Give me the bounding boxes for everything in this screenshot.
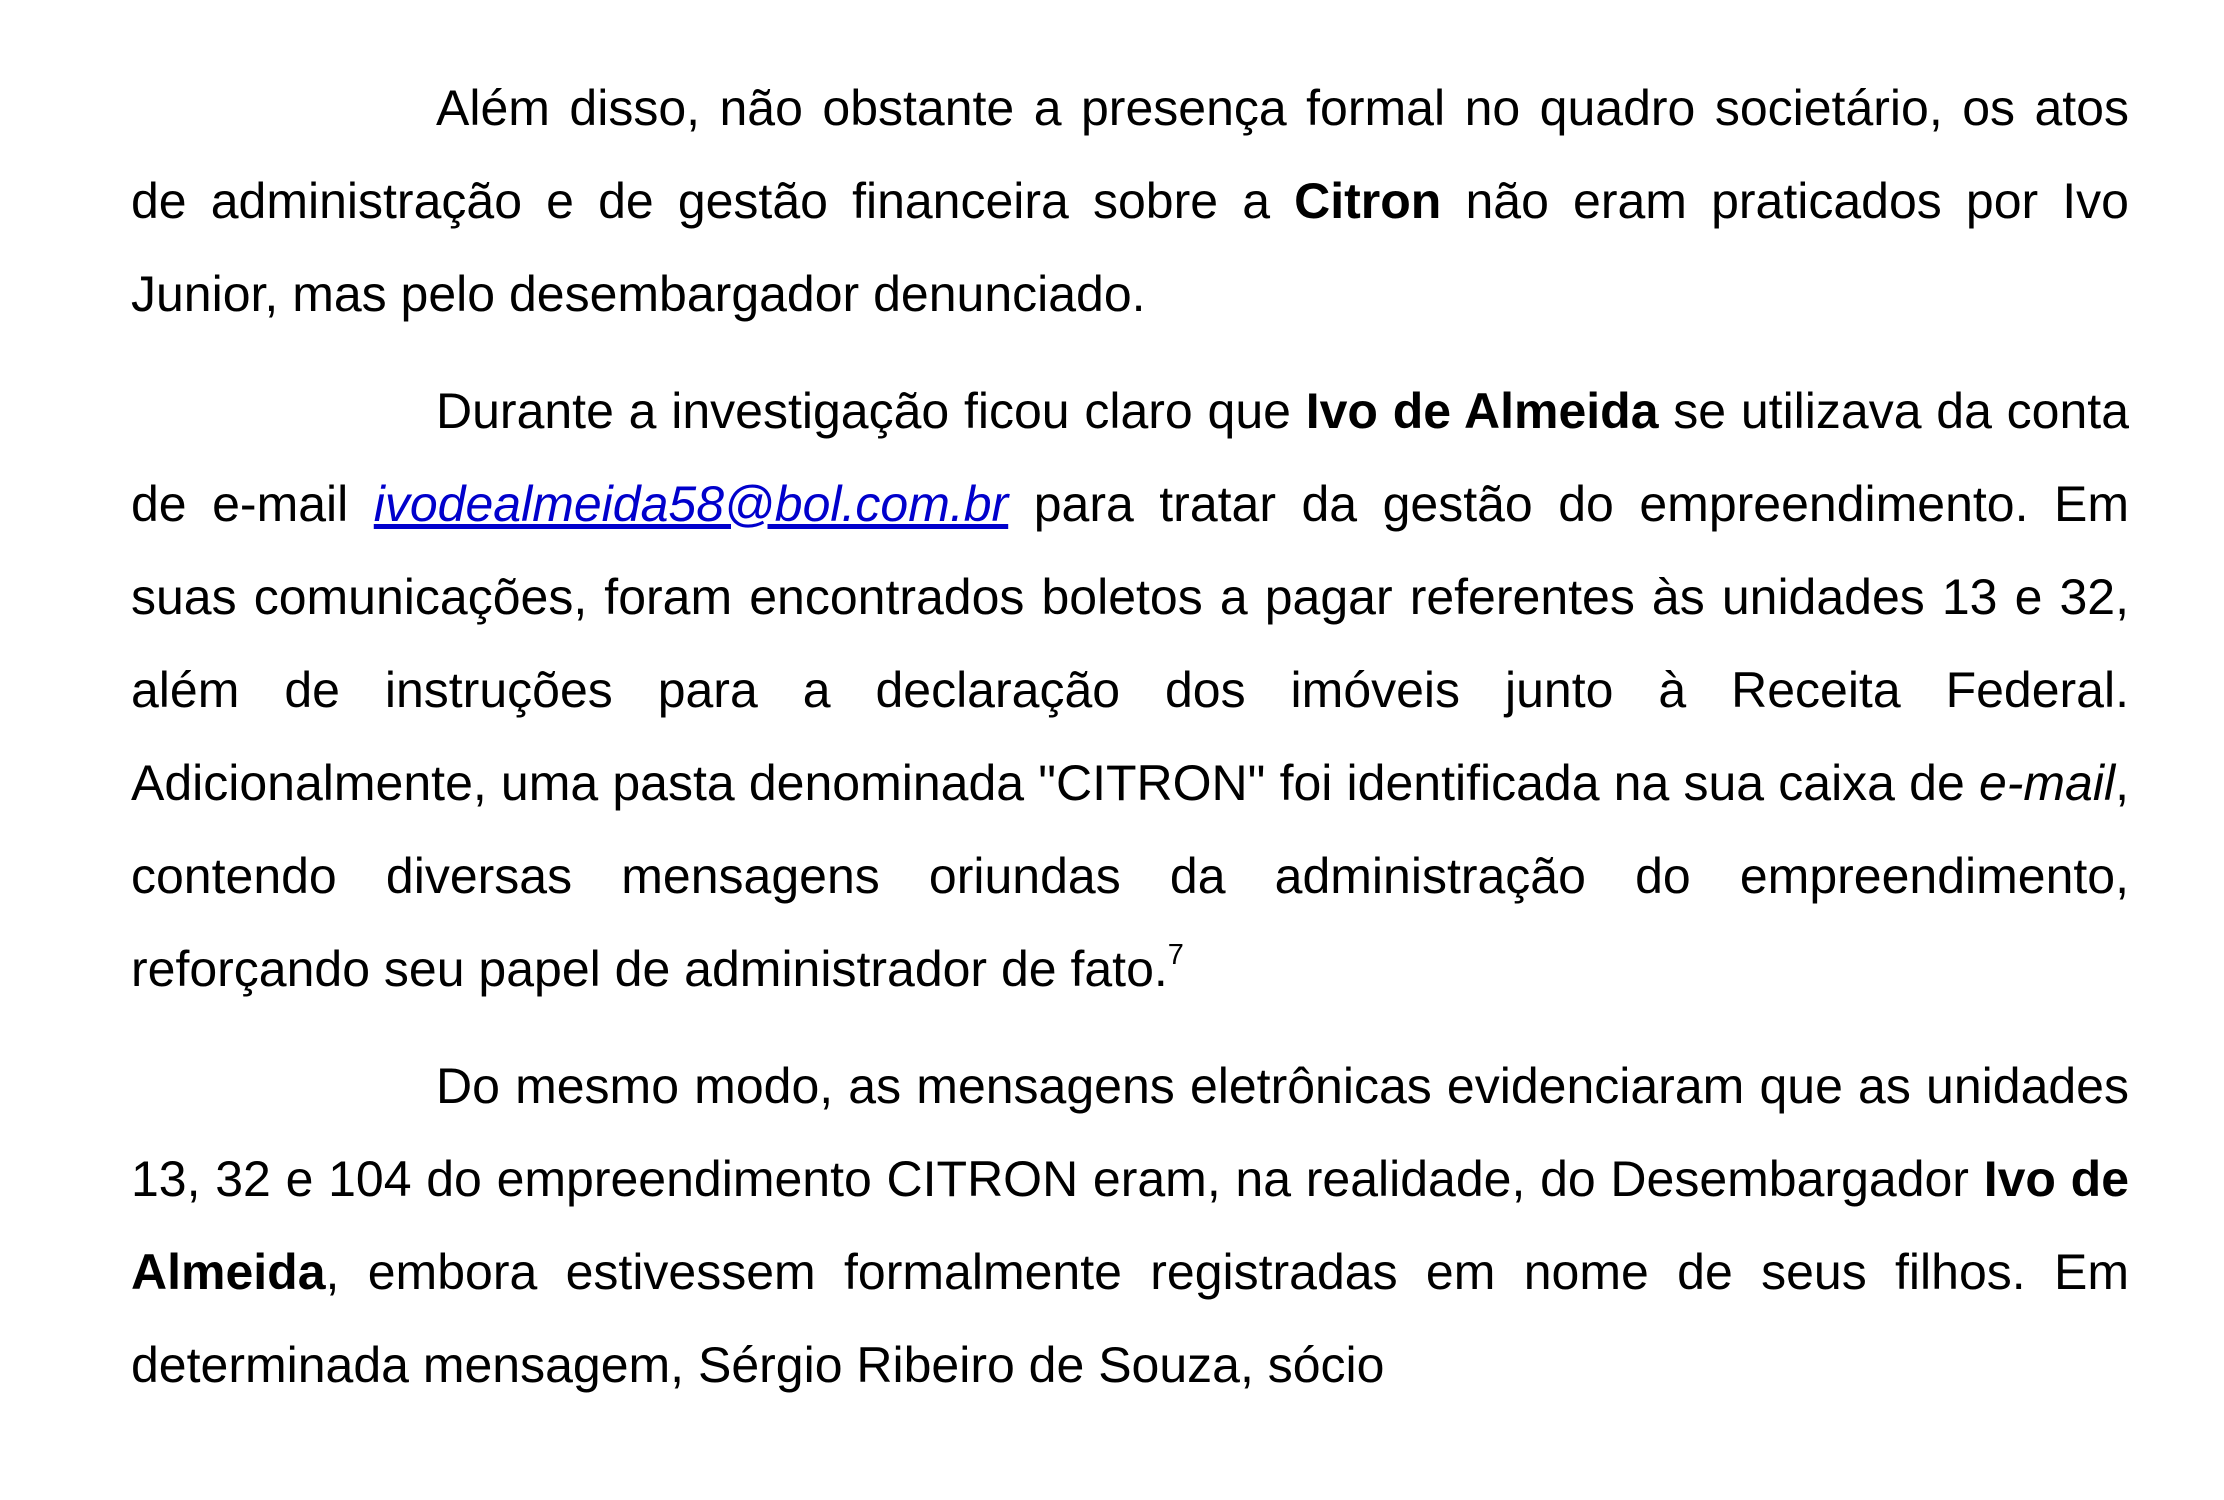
paragraph-text: para tratar da gestão do empreendimento. Em suas comunicações, foram encontrados boletos a pagar referentes às unidades 13 e 32, além de instruções para a declaração dos imóveis junto à Receita Federal. Adicionalmente, uma pasta denominada "CITRON" foi identificada na sua caixa de (131, 476, 2129, 811)
italic-term: e-mail (1978, 755, 2116, 811)
footnote-marker[interactable]: 7 (1167, 939, 1184, 971)
paragraph-text: , embora estivessem formalmente registradas em nome de seus filhos. Em determinada mensagem, Sérgio Ribeiro de Souza, sócio (131, 1244, 2129, 1393)
document-page (131, 62, 2129, 1492)
paragraph-text: , contendo diversas mensagens oriundas da administração do empreendimento, reforçando seu papel de administrador de fato. (131, 755, 2129, 997)
person-name-bold: Ivo de Almeida (131, 1151, 2129, 1300)
paragraph-3 (131, 1040, 2129, 1412)
email-link[interactable]: ivodealmeida58@bol.com.br (373, 476, 1009, 532)
paragraph-text: Além disso, não obstante a presença formal no quadro societário, os atos de administração e de gestão financeira sobre a (131, 80, 2129, 229)
paragraph-2 (131, 365, 2129, 1016)
paragraph-text: não eram praticados por Ivo Junior, mas pelo desembargador denunciado. (131, 173, 2129, 322)
paragraph-text: Durante a investigação ficou claro que (436, 383, 1306, 439)
paragraph-1 (131, 62, 2129, 341)
person-name-bold: Ivo de Almeida (1305, 383, 1659, 439)
paragraph-text: se utilizava da conta de e-mail (131, 383, 2129, 532)
company-name-bold: Citron (1294, 173, 1442, 229)
paragraph-text: Do mesmo modo, as mensagens eletrônicas evidenciaram que as unidades 13, 32 e 104 do empreendimento CITRON eram, na realidade, do Desembargador (131, 1058, 2129, 1207)
